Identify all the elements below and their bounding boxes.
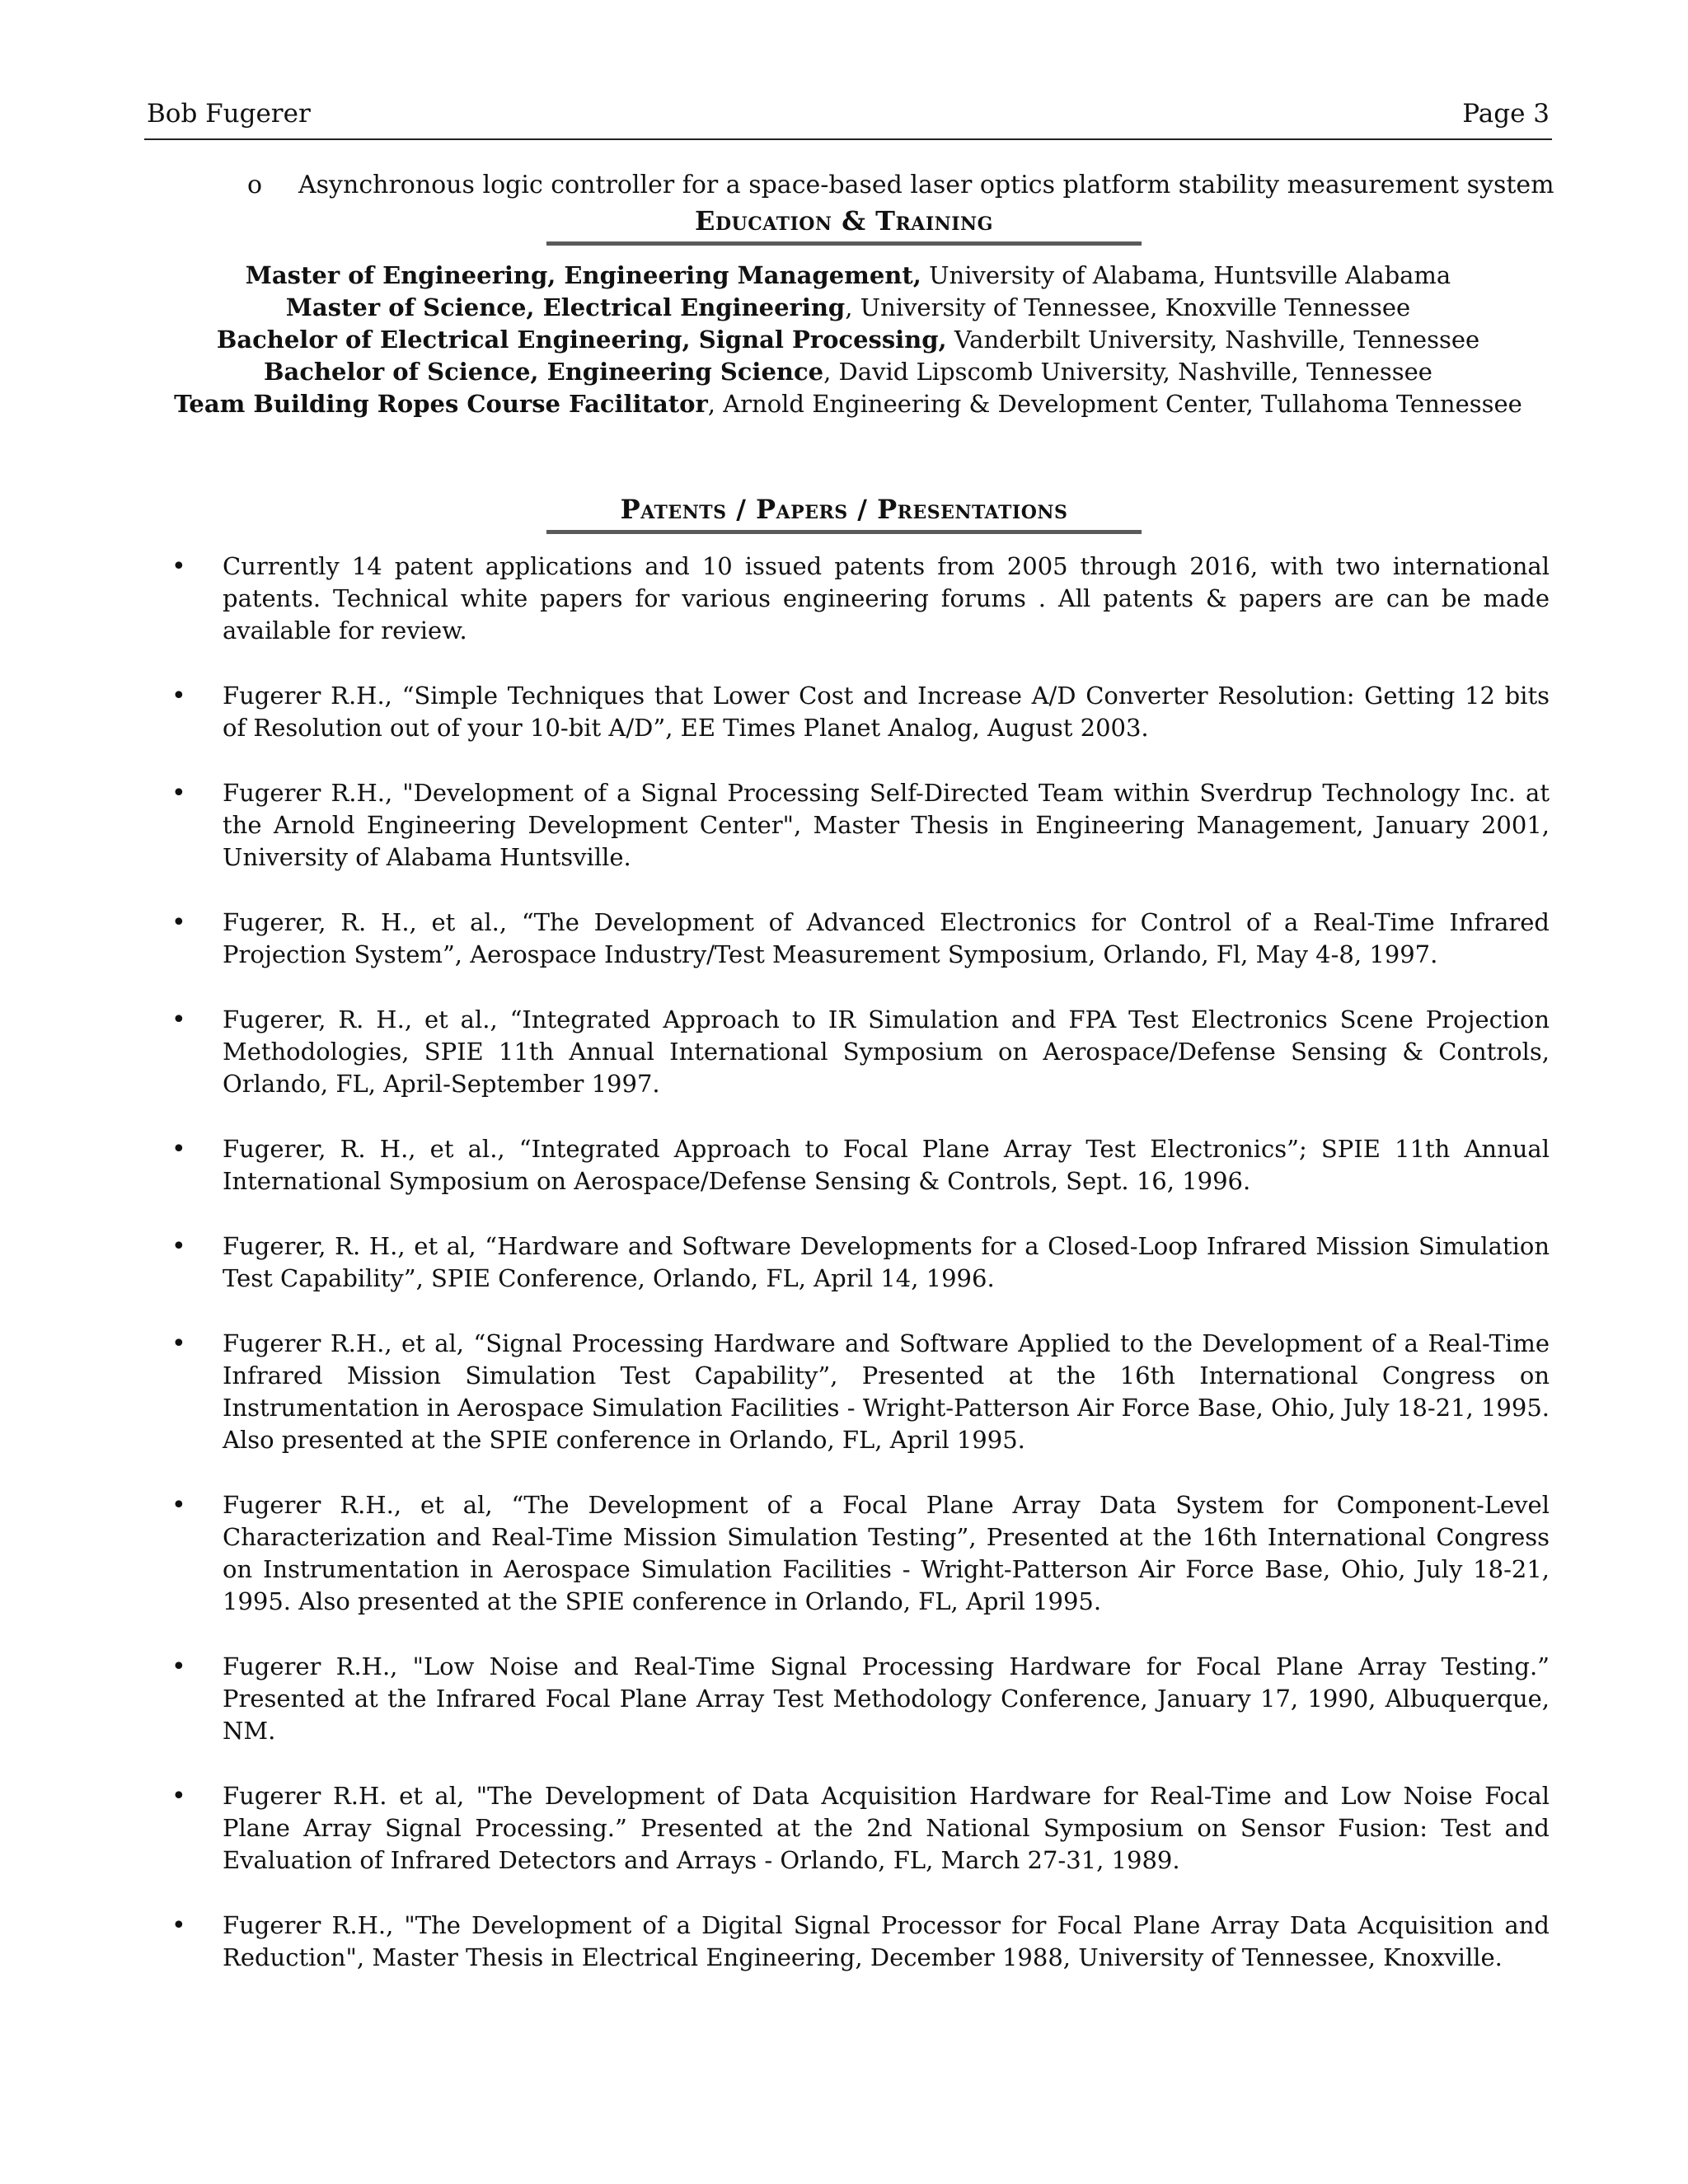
patent-text: Fugerer R.H., et al, “Signal Processing Hardware and Software Applied to the Development of a Real-Time Infrared Mission Simulation Test Capability”, Presented at the 16th International Congress on Instrumentation in Aerospace Simulation Facilities - Wright-Patterson Air Force Base, Ohio, July 18-21, 1995. Also presented at the SPIE conference in Orlando, FL, April 1995. (223, 1329, 1550, 1454)
bullet-icon: • (171, 1782, 186, 1811)
patent-text: Fugerer R.H., "Development of a Signal Processing Self-Directed Team within Sverdrup Technology Inc. at the Arnold Engineering Development Center", Master Thesis in Engineering Management, January 2001, University of Alabama Huntsville. (223, 779, 1550, 871)
degree: Bachelor of Science, Engineering Science (264, 358, 824, 386)
carryover-text: Asynchronous logic controller for a space-based laser optics platform stability measurement system (298, 171, 1554, 199)
bullet-icon: • (171, 1329, 186, 1358)
carryover-item (247, 169, 1554, 202)
patent-text: Fugerer R.H., “Simple Techniques that Lower Cost and Increase A/D Converter Resolution: Getting 12 bits of Resolution out of your 10-bit A/D”, EE Times Planet Analog, August 2003. (223, 682, 1550, 742)
patent-item (171, 1489, 1550, 1618)
institution: University of Alabama, Huntsville Alabama (921, 261, 1451, 289)
patent-text: Fugerer R.H., "The Development of a Digital Signal Processor for Focal Plane Array Data Acquisition and Reduction", Master Thesis in Electrical Engineering, December 1988, University of Tennessee, Knoxville. (223, 1911, 1550, 1971)
patent-text: Fugerer, R. H., et al., “Integrated Approach to Focal Plane Array Test Electronics”; SPIE 11th Annual International Symposium on Aerospace/Defense Sensing & Controls, Sept. 16, 1996. (223, 1135, 1550, 1195)
education-item (147, 292, 1550, 324)
bullet-icon: • (171, 1491, 186, 1520)
page-number: Page 3 (1462, 99, 1550, 129)
patent-item (171, 1328, 1550, 1456)
patent-item (171, 1004, 1550, 1100)
hollow-bullet-icon: o (247, 171, 263, 199)
bullet-icon: • (171, 1232, 186, 1261)
patent-text: Fugerer R.H., et al, “The Development of a Focal Plane Array Data System for Component-Level Characterization and Real-Time Mission Simulation Testing”, Presented at the 16th International Congress on Instrumentation in Aerospace Simulation Facilities - Wright-Patterson Air Force Base, Ohio, July 18-21, 1995. Also presented at the SPIE conference in Orlando, FL, April 1995. (223, 1491, 1550, 1615)
bullet-icon: • (171, 908, 186, 937)
bullet-icon: • (171, 1911, 186, 1940)
degree: Team Building Ropes Course Facilitator (174, 390, 708, 418)
education-heading-bar (546, 241, 1142, 246)
institution: , University of Tennessee, Knoxville Tennessee (845, 293, 1411, 321)
bullet-icon: • (171, 1135, 186, 1164)
patent-item (171, 777, 1550, 874)
author-name: Bob Fugerer (147, 99, 311, 129)
bullet-icon: • (171, 1005, 186, 1034)
bullet-icon: • (171, 1652, 186, 1681)
patent-text: Currently 14 patent applications and 10 issued patents from 2005 through 2016, with two international patents. Technical white papers for various engineering forums . All patents & papers are can be made available for review. (223, 552, 1550, 644)
institution: , David Lipscomb University, Nashville, Tennessee (823, 358, 1432, 386)
patent-text: Fugerer, R. H., et al, “Hardware and Software Developments for a Closed-Loop Infrared Mission Simulation Test Capability”, SPIE Conference, Orlando, FL, April 14, 1996. (223, 1232, 1550, 1292)
education-item (147, 324, 1550, 356)
education-list (147, 260, 1550, 420)
header-rule (144, 138, 1552, 140)
patents-heading (546, 493, 1142, 526)
patent-text: Fugerer R.H., "Low Noise and Real-Time Signal Processing Hardware for Focal Plane Array Testing.” Presented at the Infrared Focal Plane Array Test Methodology Conference, January 17, 1990, Albuquerque, NM. (223, 1652, 1550, 1745)
education-item (147, 356, 1550, 388)
patent-text: Fugerer, R. H., et al., “Integrated Approach to IR Simulation and FPA Test Electronics Scene Projection Methodologies, SPIE 11th Annual International Symposium on Aerospace/Defense Sensing & Controls, Orlando, FL, April-September 1997. (223, 1005, 1550, 1098)
patent-item (171, 1230, 1550, 1295)
page-header (147, 97, 1550, 130)
patent-item (171, 1133, 1550, 1197)
patent-text: Fugerer, R. H., et al., “The Development of Advanced Electronics for Control of a Real-Time Infrared Projection System”, Aerospace Industry/Test Measurement Symposium, Orlando, Fl, May 4-8, 1997. (223, 908, 1550, 968)
patent-item (171, 551, 1550, 647)
institution: Vanderbilt University, Nashville, Tennessee (946, 326, 1480, 354)
degree: Master of Engineering, Engineering Management, (245, 261, 921, 289)
education-item (147, 260, 1550, 292)
patent-text: Fugerer R.H. et al, "The Development of Data Acquisition Hardware for Real-Time and Low Noise Focal Plane Array Signal Processing.” Presented at the 2nd National Symposium on Sensor Fusion: Test and Evaluation of Infrared Detectors and Arrays - Orlando, FL, March 27-31, 1989. (223, 1782, 1550, 1874)
patents-list (0, 551, 1688, 2007)
bullet-icon: • (171, 682, 186, 710)
education-heading (546, 204, 1142, 237)
patent-item (171, 1651, 1550, 1747)
patent-item (171, 1780, 1550, 1877)
bullet-icon: • (171, 552, 186, 581)
patents-heading-text: Patents / Papers / Presentations (620, 494, 1068, 525)
bullet-icon: • (171, 779, 186, 808)
patent-item (171, 907, 1550, 971)
education-heading-text: Education & Training (695, 205, 993, 237)
patent-item (171, 1910, 1550, 1974)
institution: , Arnold Engineering & Development Center, Tullahoma Tennessee (707, 390, 1522, 418)
degree: Master of Science, Electrical Engineering (285, 293, 846, 321)
degree: Bachelor of Electrical Engineering, Signal Processing, (216, 326, 947, 354)
education-item (147, 388, 1550, 420)
patent-item (171, 680, 1550, 744)
patents-heading-bar (546, 530, 1142, 534)
